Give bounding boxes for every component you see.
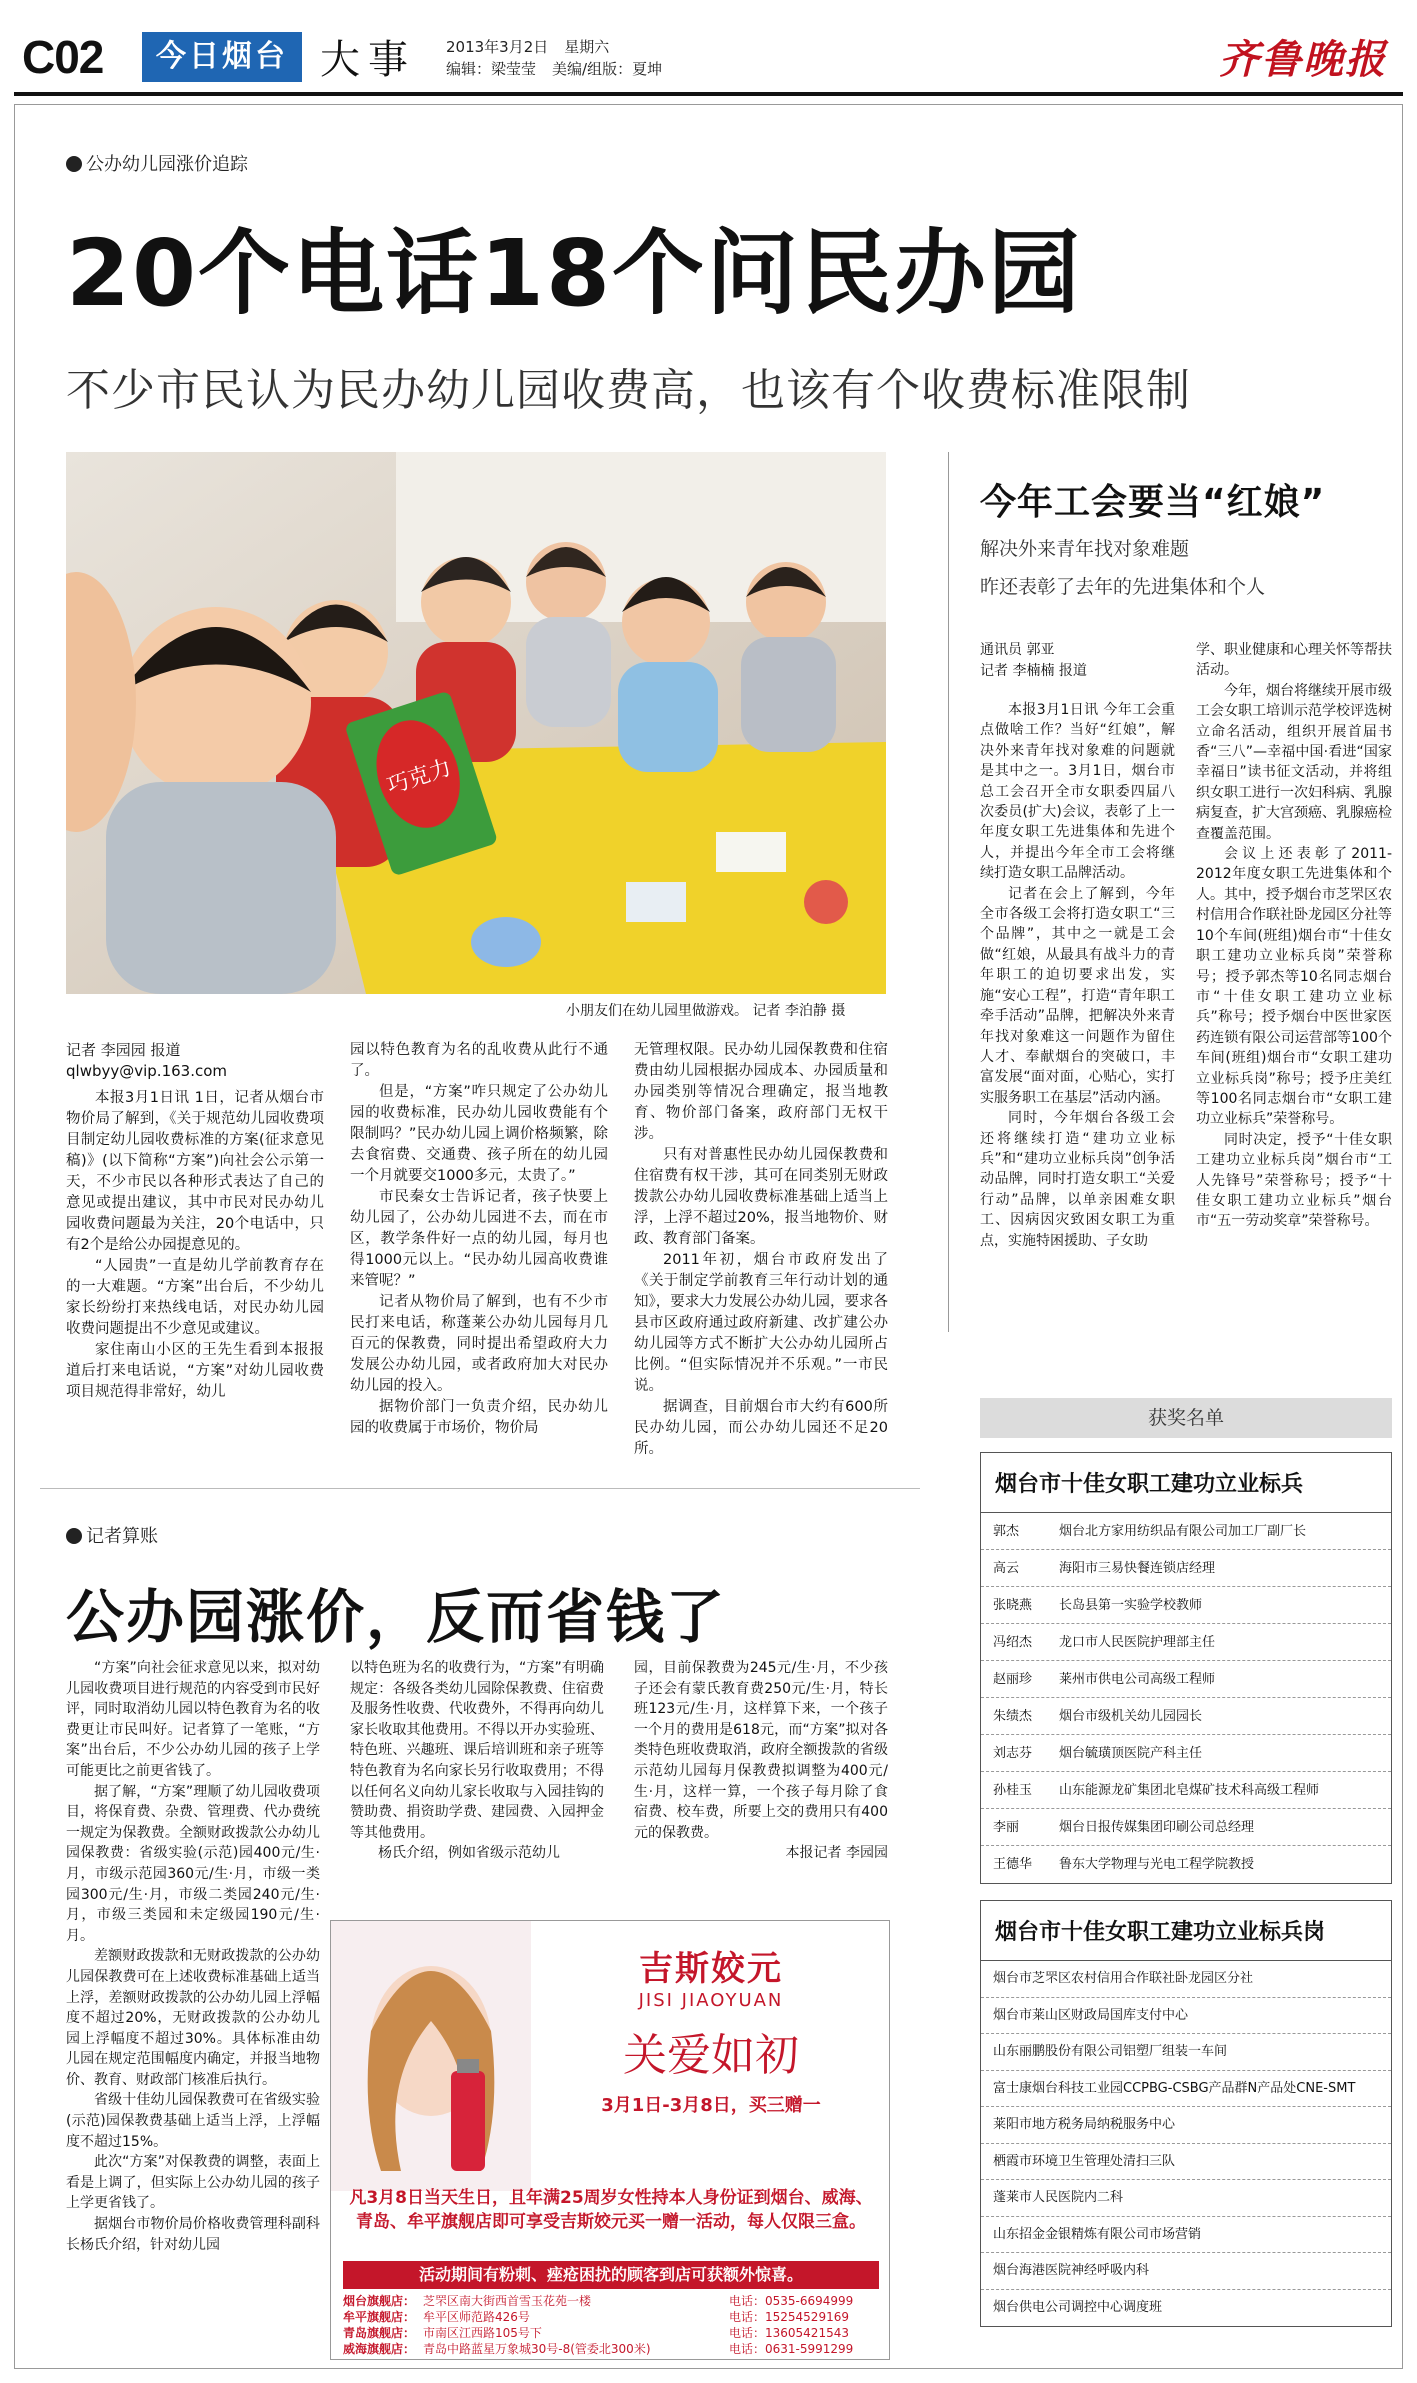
paragraph: 园以特色教育为名的乱收费从此行不通了。 — [350, 1042, 608, 1079]
award-row: 赵丽珍 莱州市供电公司高级工程师 — [981, 1661, 1391, 1698]
story3-column-1 — [980, 700, 1175, 1251]
award-row: 李丽 烟台日报传媒集团印刷公司总经理 — [981, 1809, 1391, 1846]
award-row: 王德华 鲁东大学物理与光电工程学院教授 — [993, 1857, 1255, 1872]
paragraph: 记者在会上了解到，今年全市各级工会将打造女职工“三个品牌”，其中之一就是工会做“红娘，从最具有战斗力的青年职工的迫切要求出发，实施“安心工程”，打造“青年职工牵手活动”品牌，把解决外来青年找对象难这一问题作为留住人才、奉献烟台的突破口，丰富发展“面对面，心贴心，实打实服务职工在基层”活动内涵。 — [980, 885, 1175, 1106]
paragraph: 只有对普惠性民办幼儿园保教费和住宿费有权干涉，其可在同类别无财政拨款公办幼儿园收费标准基础上适当上浮，上浮不超过20%，报当地物价、财政、教育部门备案。 — [634, 1147, 888, 1247]
story3-byline — [980, 640, 1087, 682]
award-row: 冯绍杰 龙口市人民医院护理部主任 — [981, 1624, 1391, 1661]
award-row: 烟台供电公司调控中心调度班 — [993, 2299, 1163, 2315]
award-row: 山东招金金银精炼有限公司市场营销 — [981, 2217, 1391, 2254]
paragraph: 以特色班为名的收费行为，“方案”有明确规定：各级各类幼儿园除保教费、住宿费及服务性收费、代收费外，不得再向幼儿家长收取其他费用。不得以开办实验班、特色班、兴趣班、课后培训班和亲子班等特色教育为名向家长另行收取费用；不得以任何名义向幼儿家长收取与入园挂钩的赞助费、捐资助学费、建园费、入园押金等其他费用。 — [350, 1660, 604, 1841]
section-tag: 今日烟台 — [142, 32, 302, 82]
designer-credit: 美编/组版：夏坤 — [552, 60, 663, 78]
paragraph: 据调查，目前烟台市大约有600所民办幼儿园，而公办幼儿园还不足20所。 — [634, 1399, 888, 1457]
paragraph: 园，目前保教费为245元/生·月，不少孩子还会有蒙氏教育费250元/生·月，特长班123元/生·月，这样算下来，一个孩子一个月的费用是618元，而“方案”拟对各类特色班收费取消，政府全额拨款的省级示范幼儿园每月保教费拟调整为400元/生·月，这样一算，一个孩子每月除了食宿费、校车费，所要上交的费用只有400元的保教费。 — [634, 1660, 888, 1841]
story3-subhead-1: 解决外来青年找对象难题 — [980, 538, 1190, 560]
story1-byline-email: qlwbyy@vip.163.com — [66, 1062, 228, 1080]
advertisement — [330, 1920, 890, 2360]
section-divider — [40, 1488, 920, 1489]
story3-subheads — [980, 530, 1265, 606]
newspaper-logo: 齐鲁晚报 — [1219, 36, 1387, 83]
bullet-icon — [66, 156, 82, 172]
award-row: 郭杰 烟台北方家用纺织品有限公司加工厂副厂长 — [981, 1513, 1391, 1550]
issue-weekday: 星期六 — [564, 38, 610, 56]
story1-kicker — [66, 150, 248, 176]
paragraph: 会议上还表彰了2011-2012年度女职工先进集体和个人。其中，授予烟台市芝罘区农村信用合作联社卧龙园区分社等10个车间(班组)烟台市“十佳女职工建功立业标兵岗”荣誉称号；授予郭杰等10名同志烟台市“十佳女职工建功立业标兵”称号；授予烟台中医世家医药连锁有限公司运营部等100个车间(班组)烟台市“女职工建功立业标兵岗”称号；授予庄美红等100名同志烟台市“女职工建功立业标兵”荣誉称号。 — [1196, 846, 1392, 1128]
photo-caption: 小朋友们在幼儿园里做游戏。 记者 李泊静 摄 — [566, 1003, 846, 1019]
paragraph: 杨氏介绍，例如省级示范幼儿 — [378, 1845, 560, 1862]
award-list-posts — [980, 1900, 1392, 2327]
award-row: 朱绩杰 烟台市级机关幼儿园园长 — [981, 1698, 1391, 1735]
bullet-icon — [66, 1528, 82, 1544]
story1-column-3 — [634, 1040, 888, 1460]
award-row: 刘志芬 烟台毓璜顶医院产科主任 — [981, 1735, 1391, 1772]
ad-offer: 3月1日-3月8日，买三赠一 — [601, 2095, 821, 2116]
ad-store-list — [343, 2293, 879, 2357]
award-row: 烟台海港医院神经呼吸内科 — [981, 2253, 1391, 2290]
award-list-banner: 获奖名单 — [980, 1398, 1392, 1438]
paragraph: 今年，烟台将继续开展市级工会女职工培训示范学校评选树立命名活动，组织开展首届书香“三八”—幸福中国·看进“国家幸福日”读书征文活动，并将组织女职工进行一次妇科病、乳腺病复查，扩大宫颈癌、乳腺癌检查覆盖范围。 — [1196, 682, 1392, 842]
award-list-title: 烟台市十佳女职工建功立业标兵 — [981, 1453, 1391, 1513]
story2-byline: 本报记者 李园园 — [785, 1845, 888, 1862]
paragraph: 市民秦女士告诉记者，孩子快要上幼儿园了，公办幼儿园进不去，而在市区，教学条件好一点的幼儿园，每月也得1000元以上。“民办幼儿园高收费谁来管呢？” — [350, 1189, 608, 1289]
story1-subhead: 不少市民认为民办幼儿园收费高，也该有个收费标准限制 — [66, 365, 1191, 416]
award-row: 山东丽鹏股份有限公司铝塑厂组装一车间 — [981, 2034, 1391, 2071]
ad-promo-bar: 活动期间有粉刺、痤疮困扰的顾客到店可获额外惊喜。 — [343, 2261, 879, 2289]
paragraph: “方案”向社会征求意见以来，拟对幼儿园收费项目进行规范的内容受到市民好评，同时取消幼儿园以特色教育为名的收费更让市民叫好。记者算了一笔账，“方案”出台后，不少公办幼儿园的孩子上学可能更比之前更省钱了。 — [66, 1660, 320, 1779]
story2-kicker — [66, 1522, 158, 1548]
store-row: 烟台旗舰店： 芝罘区南大街西首雪玉花苑一楼 电话：0535-6694999 — [343, 2294, 854, 2308]
ad-model-illustration — [331, 1921, 531, 2191]
paragraph: 家住南山小区的王先生看到本报报道后打来电话说，“方案”对幼儿园收费项目规范得非常好，幼儿 — [66, 1342, 324, 1400]
issue-date: 2013年3月2日 — [446, 38, 549, 56]
award-row: 张晓燕 长岛县第一实验学校教师 — [981, 1587, 1391, 1624]
story2-column-2 — [350, 1658, 604, 1864]
paragraph: 据烟台市物价局价格收费管理科副科长杨氏介绍，针对幼儿园 — [66, 2216, 320, 2253]
ad-brand-en: JISI JIAOYUAN — [638, 1990, 784, 2011]
story2-column-3 — [634, 1658, 888, 1864]
paragraph: 差额财政拨款和无财政拨款的公办幼儿园保教费可在上述收费标准基础上适当上浮，差额财政拨款的公办幼儿园上浮幅度不超过20%，无财政拨款的公办幼儿园上浮幅度不超过30%。具体标准由幼儿园在规定范围幅度内确定，并报当地物价、教育、财政部门核准后执行。 — [66, 1948, 320, 2088]
story3-byline-reporter: 记者 李楠楠 报道 — [980, 663, 1087, 679]
award-row: 烟台市莱山区财政局国库支付中心 — [981, 1998, 1391, 2035]
story2-column-1 — [66, 1658, 320, 2255]
paragraph: 此次“方案”对保教费的调整，表面上看是上调了，但实际上公办幼儿园的孩子上学更省钱了。 — [66, 2154, 320, 2212]
issue-info — [446, 36, 678, 80]
award-row: 莱阳市地方税务局纳税服务中心 — [981, 2107, 1391, 2144]
story1-headline: 20个电话18个问民办园 — [66, 220, 1083, 327]
award-row: 高云 海阳市三易快餐连锁店经理 — [981, 1550, 1391, 1587]
paragraph: 但是，“方案”咋只规定了公办幼儿园的收费标准，民办幼儿园收费能有个限制吗？”民办幼儿园上调价格频繁，除去食宿费、交通费、孩子所在的幼儿园一个月就要交1000多元，太贵了。” — [350, 1084, 608, 1184]
award-row: 栖霞市环境卫生管理处清扫三队 — [981, 2144, 1391, 2181]
story1-byline-reporter: 记者 李园园 报道 — [66, 1041, 181, 1059]
paragraph: 本报3月1日讯 今年工会重点做啥工作？当好“红娘”，解决外来青年找对象难的问题就是其中之一。3月1日，烟台市总工会召开全市女职委四届八次委员(扩大)会议，表彰了上一年度女职工先进集体和先进个人，并提出今年全市工会将继续打造女职工品牌活动。 — [980, 702, 1175, 882]
paragraph: 记者从物价局了解到，也有不少市民打来电话，称蓬莱公办幼儿园每月几百元的保教费，同时提出希望政府大力发展公办幼儿园，或者政府加大对民办幼儿园的投入。 — [350, 1294, 608, 1394]
story1-column-1 — [66, 1088, 324, 1403]
paragraph: 无管理权限。民办幼儿园保教费和住宿费由幼儿园根据办园成本、办园质量和办园类别等情况合理确定，报当地教育、物价部门备案，政府部门无权干涉。 — [634, 1042, 888, 1142]
story3-byline-correspondent: 通讯员 郭亚 — [980, 642, 1055, 658]
award-list-title: 烟台市十佳女职工建功立业标兵岗 — [981, 1901, 1391, 1961]
snack-box-text: 巧克力 — [383, 755, 455, 800]
paragraph: 本报3月1日讯 1日，记者从烟台市物价局了解到，《关于规范幼儿园收费项目制定幼儿园收费标准的方案(征求意见稿)》(以下简称“方案”)向社会公示第一天，不少市民以各种形式表达了自己的意见或提出建议，其中市民对民办幼儿园收费问题最为关注，20个电话中，只有2个是给公办园提意见的。 — [66, 1090, 324, 1253]
award-row: 富士康烟台科技工业园CCPBG-CSBG产品群N产品处CNE-SMT — [981, 2071, 1391, 2108]
story1-byline — [66, 1040, 227, 1082]
paragraph: 同时决定，授予“十佳女职工建功立业标兵岗”烟台市“工人先锋号”荣誉称号；授予“十佳女职工建功立业标兵”烟台市“五一劳动奖章”荣誉称号。 — [1196, 1131, 1392, 1230]
award-list-individuals — [980, 1452, 1392, 1884]
ad-slogan: 关爱如初 — [623, 2030, 799, 2081]
paragraph: “人园贵”一直是幼儿学前教育存在的一大难题。“方案”出台后，不少幼儿家长纷纷打来热线电话，对民办幼儿园收费问题提出不少意见或建议。 — [66, 1258, 324, 1337]
ad-promo: 凡3月8日当天生日，且年满25周岁女性持本人身份证到烟台、威海、青岛、牟平旗舰店即可享受吉斯姣元买一赠一活动，每人仅限三盒。 — [349, 2188, 873, 2232]
store-row: 青岛旗舰店： 市南区江西路105号下 电话：13605421543 — [343, 2326, 849, 2340]
story1-column-2 — [350, 1040, 608, 1439]
story2-kicker-text: 记者算账 — [86, 1526, 158, 1547]
page-number: C02 — [22, 31, 104, 83]
header-rule — [14, 92, 1403, 96]
paragraph: 省级十佳幼儿园保教费可在省级实验(示范)园保教费基础上适当上浮，上浮幅度不超过15%。 — [66, 2092, 320, 2150]
award-row: 蓬莱市人民医院内二科 — [981, 2180, 1391, 2217]
column-divider — [948, 452, 949, 1332]
news-photo — [66, 452, 886, 994]
children-photo-illustration — [66, 452, 886, 994]
ad-brand-name: 吉斯姣元 — [639, 1949, 783, 1989]
award-row: 烟台市芝罘区农村信用合作联社卧龙园区分社 — [981, 1961, 1391, 1998]
story1-kicker-text: 公办幼儿园涨价追踪 — [86, 154, 248, 175]
award-row: 孙桂玉 山东能源龙矿集团北皂煤矿技术科高级工程师 — [981, 1772, 1391, 1809]
paragraph: 据了解，“方案”理顺了幼儿园收费项目，将保育费、杂费、管理费、代办费统一规定为保教费。全额财政拨款公办幼儿园保教费：省级实验(示范)园400元/生·月，市级示范园360元/生·月，市级一类园300元/生·月，市级二类园240元/生·月，市级三类园和未定级园190元/生·月。 — [66, 1783, 320, 1944]
paragraph: 据物价部门一负责介绍，民办幼儿园的收费属于市场价，物价局 — [350, 1399, 608, 1436]
section-title: 大事 — [320, 37, 416, 83]
paragraph: 2011年初，烟台市政府发出了《关于制定学前教育三年行动计划的通知》，要求大力发展公办幼儿园，要求各县市区政府通过政府新建、改扩建公办幼儿园等方式不断扩大公办幼儿园所占比例。“但实际情况并不乐观。”一市民说。 — [634, 1252, 888, 1394]
story3-headline: 今年工会要当“红娘” — [980, 482, 1326, 523]
story3-subhead-2: 昨还表彰了去年的先进集体和个人 — [980, 576, 1266, 598]
story3-column-2 — [1196, 640, 1392, 1232]
editor-credit: 编辑：梁莹莹 — [446, 60, 537, 78]
story2-headline: 公办园涨价，反而省钱了 — [66, 1583, 727, 1651]
paragraph: 同时，今年烟台各级工会还将继续打造“建功立业标兵”和“建功立业标兵岗”创争活动品牌，同时打造女职工“关爱行动”品牌，以单亲困难女职工、因病因灾致困女职工为重点，实施特困援助、子女助 — [980, 1110, 1175, 1249]
store-row: 威海旗舰店： 青岛中路蓝星万象城30号-8(管委北300米) 电话：0631-5991299 — [343, 2342, 854, 2356]
paragraph: 学、职业健康和心理关怀等帮扶活动。 — [1196, 642, 1392, 679]
store-row: 牟平旗舰店： 牟平区师范路426号 电话：15254529169 — [343, 2310, 849, 2324]
